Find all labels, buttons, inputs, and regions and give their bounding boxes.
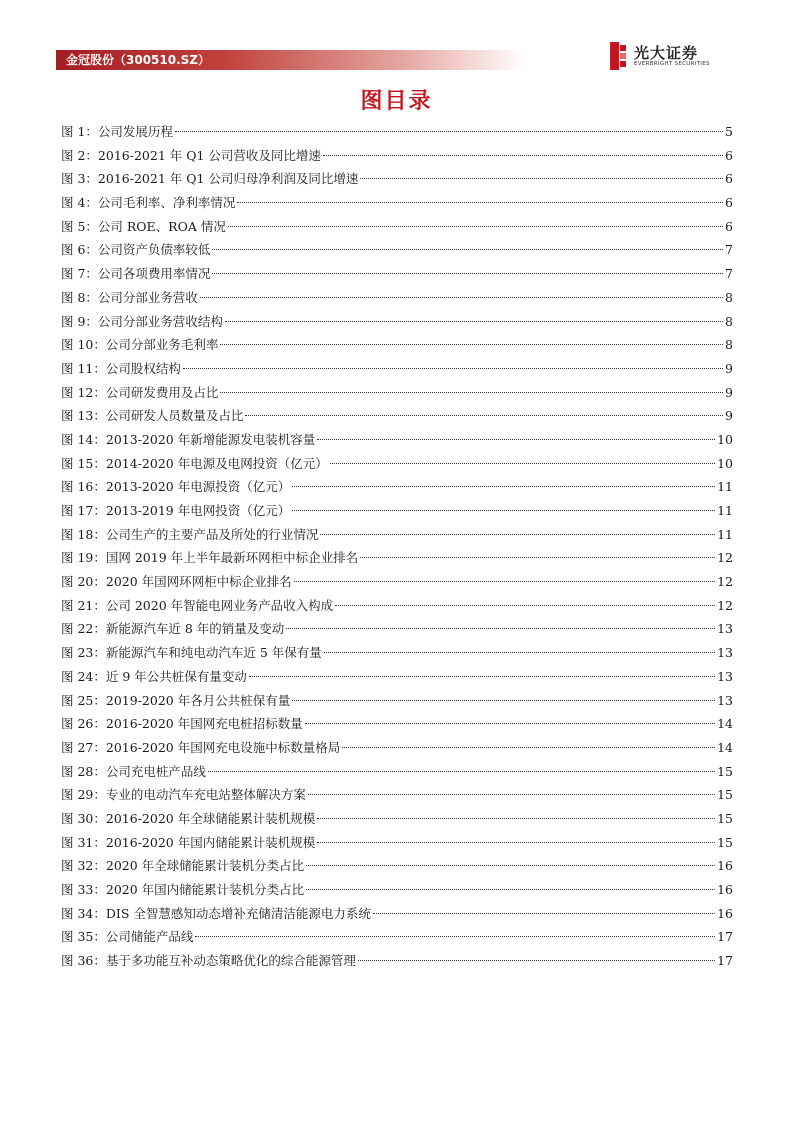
- toc-entry-label: 图 1：公司发展历程: [61, 124, 173, 139]
- toc-entry-label: 图 23：新能源汽车和纯电动汽车近 5 年保有量: [61, 645, 322, 661]
- toc-entry-page: 16: [717, 905, 733, 921]
- toc-entry-page: 10: [717, 431, 733, 447]
- dot-leader: [308, 794, 715, 795]
- dot-leader: [360, 557, 715, 558]
- toc-entry-label: 图 19：国网 2019 年上半年最新环网柜中标企业排名: [61, 550, 359, 566]
- toc-entry-label: 图 17：2013-2019 年电网投资（亿元）: [61, 503, 291, 518]
- brand-name-en: EVERBRIGHT SECURITIES: [634, 61, 710, 67]
- toc-entry[interactable]: [61, 167, 733, 191]
- dot-leader: [200, 297, 723, 298]
- dot-leader: [330, 463, 715, 464]
- toc-entry-label: 图 24：近 9 年公共桩保有量变动: [61, 668, 247, 684]
- toc-entry-label: 图 34：DIS 全智慧感知动态增补充储清洁能源电力系统: [61, 905, 371, 921]
- toc-entry[interactable]: [61, 286, 733, 310]
- dot-leader: [317, 818, 715, 819]
- toc-entry[interactable]: [61, 665, 733, 689]
- toc-entry[interactable]: [61, 499, 733, 523]
- toc-entry-page: 14: [717, 716, 733, 732]
- dot-leader: [183, 368, 723, 369]
- toc-entry-label: 图 10：公司分部业务毛利率: [61, 337, 219, 353]
- toc-entry-page: 9: [725, 360, 733, 376]
- toc-entry[interactable]: [61, 807, 733, 831]
- toc-entry[interactable]: [61, 831, 733, 855]
- figure-list: [61, 120, 733, 973]
- dot-leader: [305, 723, 715, 724]
- toc-entry-label: 图 32：2020 年全球储能累计装机分类占比: [61, 858, 305, 874]
- toc-entry-page: 11: [717, 503, 733, 518]
- dot-leader: [286, 628, 715, 629]
- toc-entry-page: 11: [717, 526, 733, 542]
- toc-entry[interactable]: [61, 949, 733, 973]
- toc-entry[interactable]: [61, 310, 733, 334]
- toc-entry[interactable]: [61, 381, 733, 405]
- toc-entry[interactable]: [61, 783, 733, 807]
- toc-entry-page: 15: [717, 763, 733, 779]
- toc-entry-page: 13: [717, 668, 733, 684]
- toc-entry-page: 6: [725, 218, 733, 234]
- toc-entry-page: 14: [717, 739, 733, 755]
- toc-entry[interactable]: [61, 475, 733, 499]
- toc-entry-page: 13: [717, 645, 733, 661]
- toc-entry-label: 图 21：公司 2020 年智能电网业务产品收入构成: [61, 597, 334, 613]
- toc-entry-label: 图 22：新能源汽车近 8 年的销量及变动: [61, 621, 285, 637]
- toc-entry-page: 5: [725, 124, 733, 139]
- page-title: 图目录: [360, 89, 433, 114]
- toc-entry-page: 12: [717, 597, 733, 613]
- toc-entry[interactable]: [61, 760, 733, 784]
- toc-entry[interactable]: [61, 191, 733, 215]
- dot-leader: [358, 960, 715, 961]
- toc-entry[interactable]: [61, 689, 733, 713]
- toc-entry-page: 16: [717, 882, 733, 897]
- toc-entry-page: 15: [717, 834, 733, 850]
- toc-entry-page: 6: [725, 147, 733, 163]
- dot-leader: [360, 178, 723, 179]
- toc-entry-label: 图 18：公司生产的主要产品及所处的行业情况: [61, 526, 319, 542]
- toc-entry-label: 图 35：公司储能产品线: [61, 929, 194, 945]
- dot-leader: [208, 771, 715, 772]
- toc-entry-label: 图 36：基于多功能互补动态策略优化的综合能源管理: [61, 953, 356, 969]
- toc-entry[interactable]: [61, 120, 733, 144]
- dot-leader: [294, 581, 715, 582]
- toc-entry-page: 13: [717, 621, 733, 637]
- dot-leader: [324, 652, 715, 653]
- toc-entry[interactable]: [61, 925, 733, 949]
- toc-entry[interactable]: [61, 215, 733, 239]
- toc-entry-page: 13: [717, 692, 733, 708]
- dot-leader: [317, 842, 715, 843]
- toc-entry-label: 图 29：专业的电动汽车充电站整体解决方案: [61, 787, 306, 803]
- dot-leader: [220, 344, 723, 345]
- toc-entry[interactable]: [61, 902, 733, 926]
- company-label: 金冠股份（300510.SZ）: [66, 53, 211, 67]
- toc-entry-label: 图 7：公司各项费用率情况: [61, 266, 211, 282]
- toc-entry[interactable]: [61, 523, 733, 547]
- toc-entry-page: 8: [725, 337, 733, 353]
- toc-entry-page: 16: [717, 858, 733, 874]
- toc-entry[interactable]: [61, 546, 733, 570]
- toc-entry[interactable]: [61, 428, 733, 452]
- toc-entry-page: 8: [725, 289, 733, 305]
- toc-entry-page: 15: [717, 810, 733, 826]
- toc-entry[interactable]: [61, 238, 733, 262]
- toc-entry[interactable]: [61, 712, 733, 736]
- dot-leader: [292, 486, 715, 487]
- toc-entry[interactable]: [61, 570, 733, 594]
- toc-entry-label: 图 11：公司股权结构: [61, 360, 181, 376]
- toc-entry[interactable]: [61, 144, 733, 168]
- toc-entry[interactable]: [61, 617, 733, 641]
- toc-entry-page: 12: [717, 574, 733, 590]
- toc-entry-label: 图 8：公司分部业务营收: [61, 289, 198, 305]
- toc-entry[interactable]: [61, 878, 733, 902]
- toc-entry-page: 10: [717, 455, 733, 471]
- dot-leader: [212, 273, 723, 274]
- dot-leader: [306, 889, 715, 890]
- dot-leader: [306, 865, 715, 866]
- toc-entry-label: 图 5：公司 ROE、ROA 情况: [61, 218, 226, 234]
- toc-entry-label: 图 2：2016-2021 年 Q1 公司营收及同比增速: [61, 147, 321, 163]
- toc-entry-label: 图 31：2016-2020 年国内储能累计装机规模: [61, 834, 316, 850]
- toc-entry-label: 图 13：公司研发人员数量及占比: [61, 408, 244, 424]
- toc-entry[interactable]: [61, 641, 733, 665]
- dot-leader: [175, 131, 723, 132]
- toc-entry-label: 图 14：2013-2020 年新增能源发电装机容量: [61, 431, 316, 447]
- brand-logo: [610, 40, 740, 76]
- toc-entry-page: 6: [725, 195, 733, 211]
- toc-entry-page: 9: [725, 384, 733, 400]
- dot-leader: [212, 249, 723, 250]
- toc-entry-label: 图 28：公司充电桩产品线: [61, 763, 206, 779]
- toc-entry[interactable]: [61, 262, 733, 286]
- dot-leader: [195, 936, 715, 937]
- everbright-logo-icon: [610, 42, 626, 70]
- toc-entry[interactable]: [61, 357, 733, 381]
- toc-entry-page: 9: [725, 408, 733, 424]
- toc-entry-label: 图 9：公司分部业务营收结构: [61, 313, 223, 329]
- toc-entry[interactable]: [61, 594, 733, 618]
- toc-entry[interactable]: [61, 452, 733, 476]
- dot-leader: [373, 913, 715, 914]
- toc-entry[interactable]: [61, 736, 733, 760]
- dot-leader: [292, 510, 715, 511]
- dot-leader: [335, 605, 715, 606]
- dot-leader: [292, 700, 715, 701]
- dot-leader: [245, 415, 723, 416]
- toc-entry-label: 图 27：2016-2020 年国网充电设施中标数量格局: [61, 739, 341, 755]
- dot-leader: [237, 202, 723, 203]
- toc-entry[interactable]: [61, 854, 733, 878]
- toc-entry-label: 图 25：2019-2020 年各月公共桩保有量: [61, 692, 291, 708]
- dot-leader: [249, 676, 715, 677]
- dot-leader: [317, 439, 715, 440]
- toc-entry-label: 图 20：2020 年国网环网柜中标企业排名: [61, 574, 292, 590]
- toc-entry-label: 图 15：2014-2020 年电源及电网投资（亿元）: [61, 455, 328, 471]
- toc-entry-page: 7: [725, 266, 733, 282]
- toc-entry-page: 17: [717, 953, 733, 969]
- toc-entry-label: 图 16：2013-2020 年电源投资（亿元）: [61, 479, 291, 495]
- toc-entry-page: 6: [725, 171, 733, 187]
- dot-leader: [228, 226, 723, 227]
- toc-entry-page: 7: [725, 242, 733, 258]
- toc-entry[interactable]: [61, 404, 733, 428]
- dot-leader: [220, 392, 723, 393]
- toc-entry-page: 17: [717, 929, 733, 945]
- toc-entry-label: 图 12：公司研发费用及占比: [61, 384, 219, 400]
- dot-leader: [323, 155, 723, 156]
- toc-entry-label: 图 33：2020 年国内储能累计装机分类占比: [61, 882, 305, 897]
- toc-entry-label: 图 4：公司毛利率、净利率情况: [61, 195, 236, 211]
- toc-entry[interactable]: [61, 333, 733, 357]
- toc-entry-page: 12: [717, 550, 733, 566]
- toc-entry-label: 图 6：公司资产负债率较低: [61, 242, 211, 258]
- dot-leader: [342, 747, 715, 748]
- toc-entry-label: 图 3：2016-2021 年 Q1 公司归母净利润及同比增速: [61, 171, 359, 187]
- toc-entry-page: 15: [717, 787, 733, 803]
- toc-entry-label: 图 26：2016-2020 年国网充电桩招标数量: [61, 716, 303, 732]
- toc-entry-label: 图 30：2016-2020 年全球储能累计装机规模: [61, 810, 316, 826]
- dot-leader: [225, 321, 723, 322]
- brand-name-cn: 光大证券: [634, 44, 699, 62]
- dot-leader: [320, 534, 715, 535]
- toc-entry-page: 8: [725, 313, 733, 329]
- toc-entry-page: 11: [717, 479, 733, 495]
